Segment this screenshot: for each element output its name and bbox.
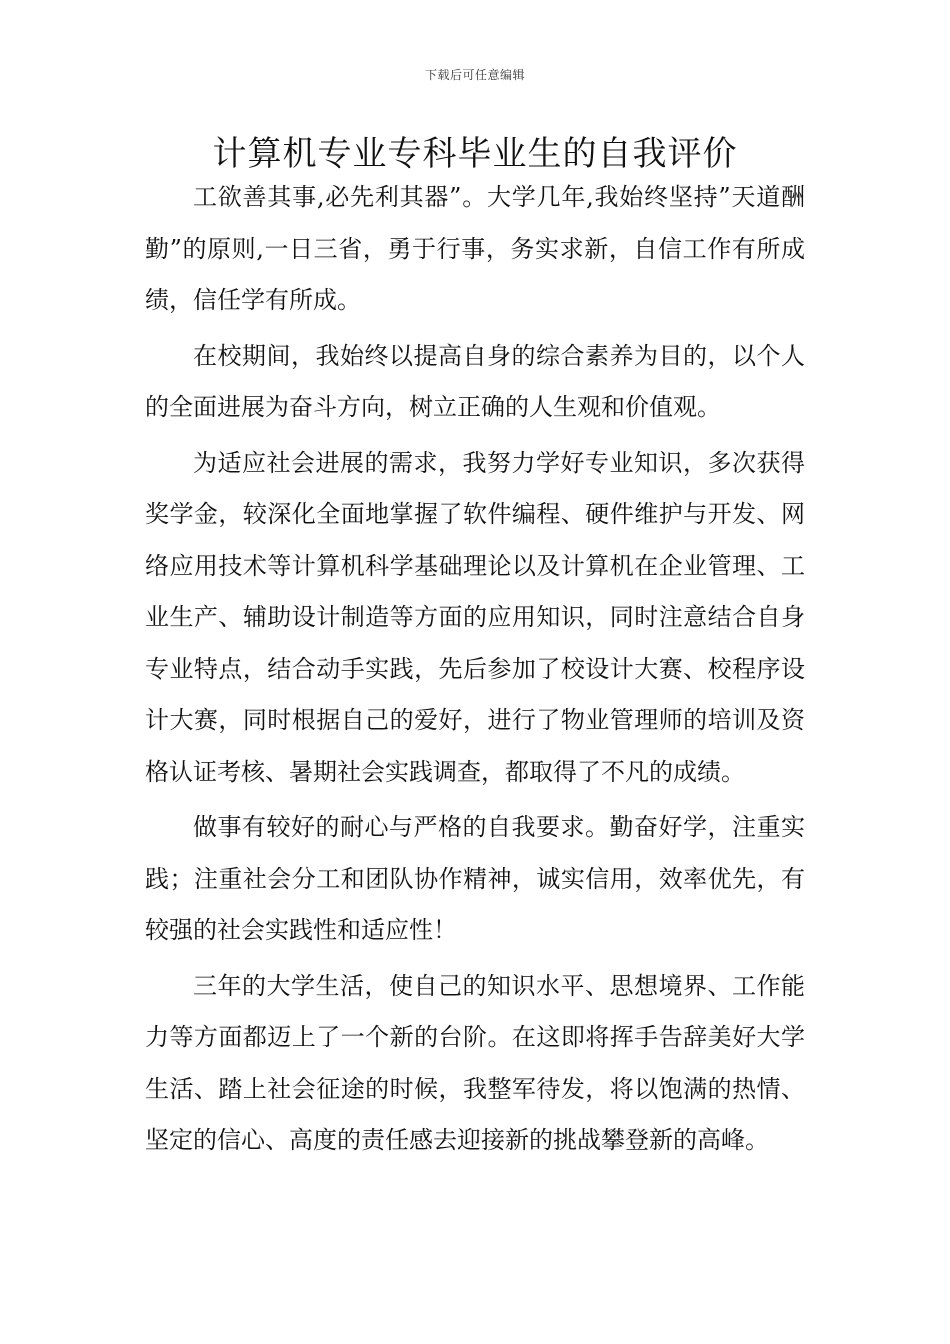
header-note: 下载后可任意编辑 [424, 68, 525, 82]
paragraph-1: 工欲善其事,必先利其器”。大学几年,我始终坚持”天道酬勤”的原则,一日三省，勇于行事，务实求新，自信工作有所成绩，信任学有所成。 [145, 183, 805, 314]
document-title: 计算机专业专科毕业生的自我评价 [212, 134, 738, 174]
document-body [145, 172, 805, 1171]
paragraph-5: 三年的大学生活，使自己的知识水平、思想境界、工作能力等方面都迈上了一个新的台阶。在这即将挥手告辞美好大学生活、踏上社会征途的时候，我整军待发，将以饱满的热情、坚定的信心、高度的责任感去迎接新的挑战攀登新的高峰。 [145, 971, 805, 1154]
paragraph-3: 为适应社会进展的需求，我努力学好专业知识，多次获得奖学金，较深化全面地掌握了软件编程、硬件维护与开发、网络应用技术等计算机科学基础理论以及计算机在企业管理、工业生产、辅助设计制造等方面的应用知识，同时注意结合自身专业特点，结合动手实践，先后参加了校设计大赛、校程序设计大赛，同时根据自己的爱好，进行了物业管理师的培训及资格认证考核、暑期社会实践调查，都取得了不凡的成绩。 [145, 448, 805, 786]
paragraph-4: 做事有较好的耐心与严格的自我要求。勤奋好学，注重实践；注重社会分工和团队协作精神，诚实信用，效率优先，有较强的社会实践性和适应性！ [145, 813, 805, 944]
paragraph-2: 在校期间，我始终以提高自身的综合素养为目的，以个人的全面进展为奋斗方向，树立正确的人生观和价值观。 [145, 341, 805, 421]
